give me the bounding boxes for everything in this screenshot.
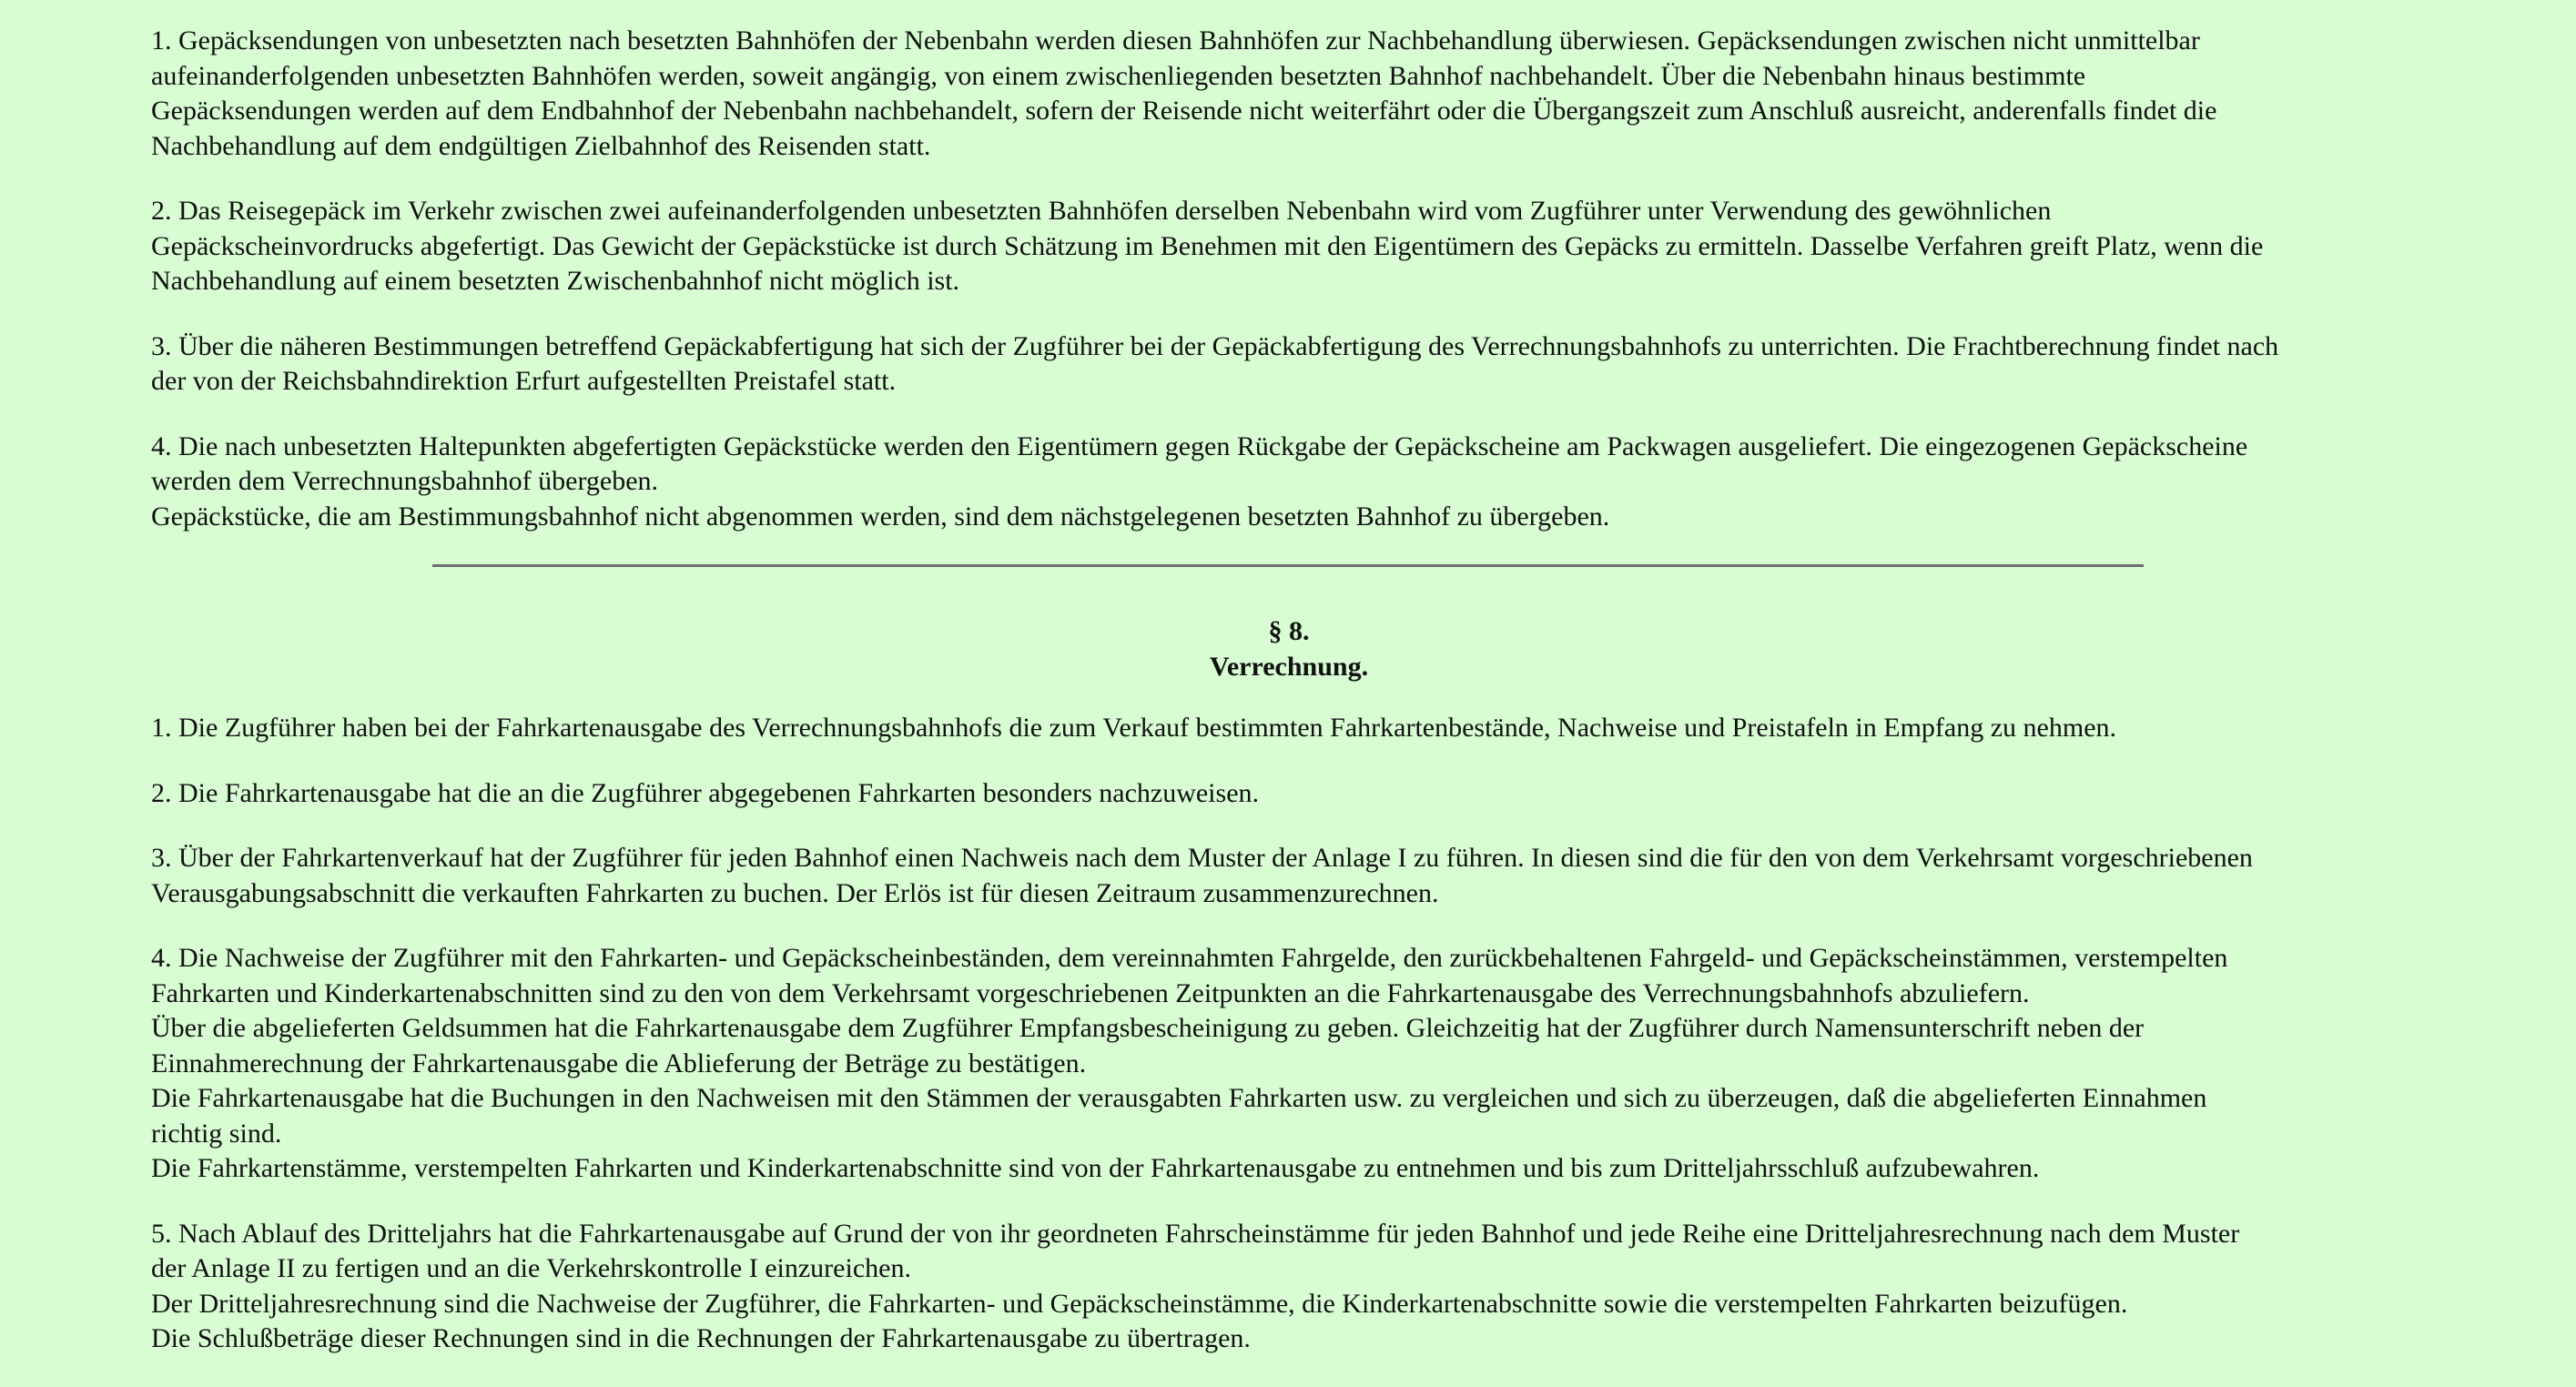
text-line: Nachbehandlung auf dem endgültigen Zielbahnhof des Reisenden statt. [151, 130, 931, 161]
paragraph [151, 194, 2481, 299]
section-heading [151, 613, 2427, 684]
paragraph [151, 430, 2481, 535]
text-line: Einnahmerechnung der Fahrkartenausgabe die Ablieferung der Beträge zu bestätigen. [151, 1048, 1087, 1078]
text-line: Gepäckscheinvordrucks abgefertigt. Das Gewicht der Gepäckstücke ist durch Schätzung im Benehmen mit den Eigentümern des Gepäcks zu ermitteln. Dasselbe Verfahren greift Platz, wenn die [151, 230, 2264, 261]
paragraph [151, 1217, 2481, 1357]
section-7-body [151, 24, 2481, 534]
text-line: Der Dritteljahresrechnung sind die Nachweise der Zugführer, die Fahrkarten- und Gepäckscheinstämme, die Kinderkartenabschnitte sowie die verstempelten Fahrkarten beizufügen. [151, 1288, 2128, 1319]
section-title: Verrechnung. [1209, 652, 1369, 682]
text-line: 3. Über die näheren Bestimmungen betreffend Gepäckabfertigung hat sich der Zugführer bei der Gepäckabfertigung des Verrechnungsbahnhofs zu unterrichten. Die Frachtberechnung findet nach [151, 330, 2279, 361]
text-line: Verausgabungsabschnitt die verkauften Fahrkarten zu buchen. Der Erlös ist für diesen Zeitraum zusammenzurechnen. [151, 877, 1439, 908]
text-line: 5. Nach Ablauf des Dritteljahrs hat die Fahrkartenausgabe auf Grund der von ihr geordneten Fahrscheinstämme für jeden Bahnhof und jede Reihe eine Dritteljahresrechnung nach dem Muster [151, 1218, 2240, 1249]
text-line: Die Schlußbeträge dieser Rechnungen sind in die Rechnungen der Fahrkartenausgabe zu übertragen. [151, 1323, 1251, 1353]
paragraph [151, 24, 2481, 164]
text-line: Fahrkarten und Kinderkartenabschnitten sind zu den von dem Verkehrsamt vorgeschriebenen Zeitpunkten an die Fahrkartenausgabe des Verrechnungsbahnhofs abzuliefern. [151, 977, 2030, 1008]
text-line: 3. Über der Fahrkartenverkauf hat der Zugführer für jeden Bahnhof einen Nachweis nach dem Muster der Anlage I zu führen. In diesen sind die für den von dem Verkehrsamt vorgeschriebenen [151, 843, 2253, 873]
text-line: Über die abgelieferten Geldsummen hat die Fahrkartenausgabe dem Zugführer Empfangsbescheinigung zu geben. Gleichzeitig hat der Zugführer durch Namensunterschrift neben der [151, 1013, 2145, 1043]
text-line: 4. Die nach unbesetzten Haltepunkten abgefertigten Gepäckstücke werden den Eigentümern gegen Rückgabe der Gepäckscheine am Packwagen ausgeliefert. Die eingezogenen Gepäckscheine [151, 430, 2248, 461]
paragraph [151, 941, 2481, 1187]
text-line: Gepäckstücke, die am Bestimmungsbahnhof nicht abgenommen werden, sind dem nächstgelegenen besetzten Bahnhof zu übergeben. [151, 501, 1610, 532]
text-line: Die Fahrkartenstämme, verstempelten Fahrkarten und Kinderkartenabschnitte sind von der Fahrkartenausgabe zu entnehmen und bis zum Dritteljahrsschluß aufzubewahren. [151, 1153, 2040, 1183]
horizontal-divider [432, 564, 2144, 567]
text-line: Nachbehandlung auf einem besetzten Zwischenbahnhof nicht möglich ist. [151, 266, 960, 296]
text-line: 2. Die Fahrkartenausgabe hat die an die Zugführer abgegebenen Fahrkarten besonders nachzuweisen. [151, 777, 1260, 808]
paragraph [151, 711, 2481, 746]
text-line: 1. Gepäcksendungen von unbesetzten nach besetzten Bahnhöfen der Nebenbahn werden diesen Bahnhöfen zur Nachbehandlung überwiesen. Gepäcksendungen zwischen nicht unmittelbar [151, 25, 2200, 56]
section-8-body [151, 711, 2481, 1357]
text-line: der von der Reichsbahndirektion Erfurt aufgestellten Preistafel statt. [151, 366, 897, 396]
text-line: werden dem Verrechnungsbahnhof übergeben. [151, 466, 659, 496]
section-number: § 8. [1268, 616, 1310, 646]
paragraph [151, 329, 2481, 400]
paragraph [151, 776, 2481, 812]
text-line: Die Fahrkartenausgabe hat die Buchungen in den Nachweisen mit den Stämmen der verausgabten Fahrkarten usw. zu vergleichen und sich zu überzeugen, daß die abgelieferten Einnahmen [151, 1083, 2207, 1113]
text-line: 1. Die Zugführer haben bei der Fahrkartenausgabe des Verrechnungsbahnhofs die zum Verkauf bestimmten Fahrkartenbestände, Nachweise und Preistafeln in Empfang zu nehmen. [151, 713, 2117, 743]
text-line: der Anlage II zu fertigen und an die Verkehrskontrolle I einzureichen. [151, 1253, 911, 1283]
text-line: Gepäcksendungen werden auf dem Endbahnhof der Nebenbahn nachbehandelt, sofern der Reisende nicht weiterfährt oder die Übergangszeit zum Anschluß ausreicht, anderenfalls findet die [151, 96, 2217, 126]
document-page [151, 24, 2481, 1387]
paragraph [151, 841, 2481, 911]
text-line: aufeinanderfolgenden unbesetzten Bahnhöfen werden, soweit angängig, von einem zwischenliegenden besetzten Bahnhof nachbehandelt. Über die Nebenbahn hinaus bestimmte [151, 60, 2086, 91]
text-line: 2. Das Reisegepäck im Verkehr zwischen zwei aufeinanderfolgenden unbesetzten Bahnhöfen derselben Nebenbahn wird vom Zugführer unter Verwendung des gewöhnlichen [151, 196, 2052, 226]
text-line: 4. Die Nachweise der Zugführer mit den Fahrkarten- und Gepäckscheinbeständen, dem vereinnahmten Fahrgelde, den zurückbehaltenen Fahrgeld- und Gepäckscheinstämmen, verstempelten [151, 943, 2228, 973]
text-line: richtig sind. [151, 1118, 282, 1149]
